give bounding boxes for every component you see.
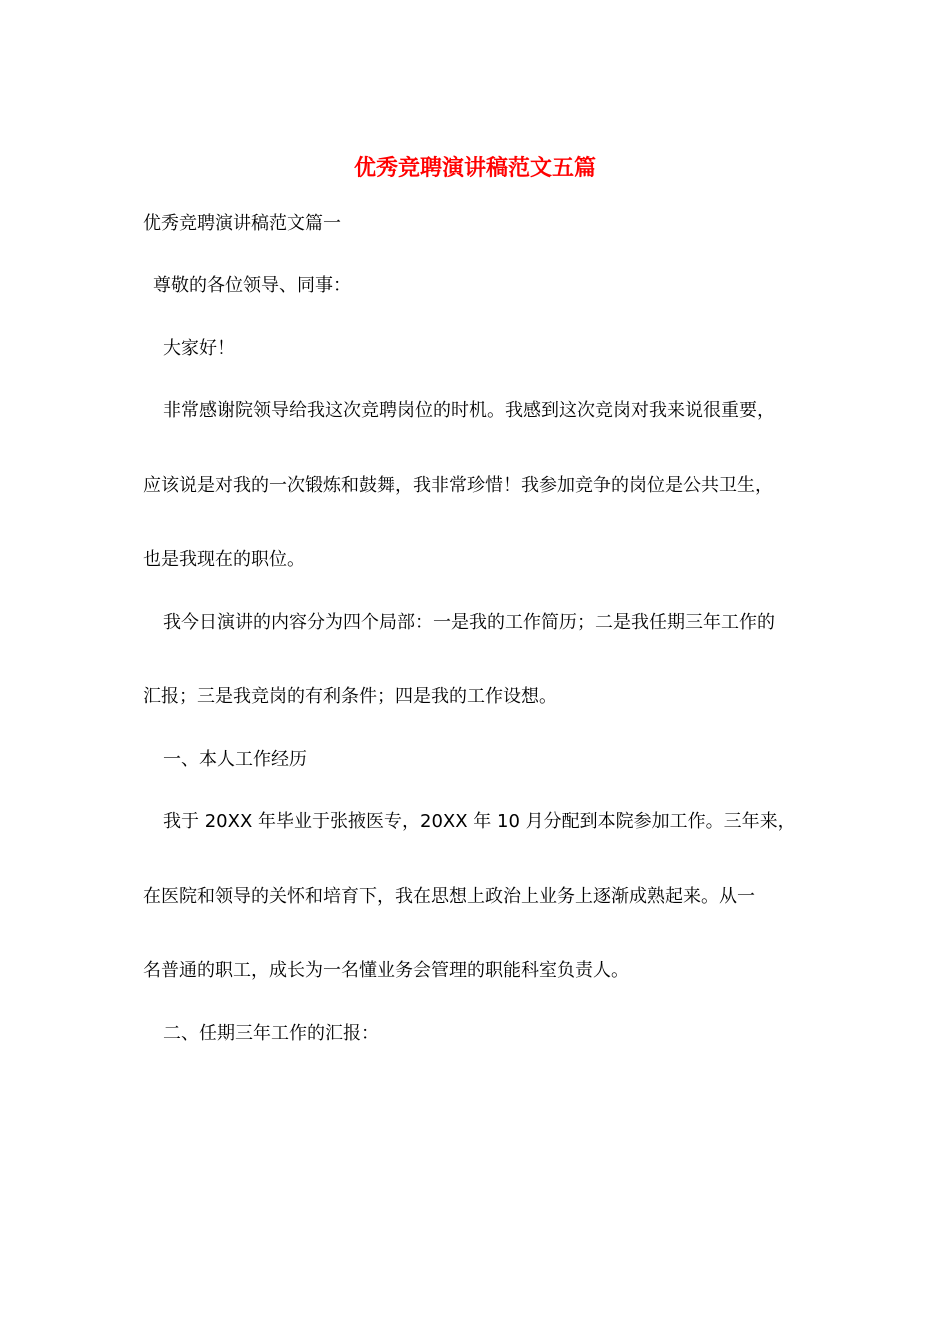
- paragraph-line: 应该说是对我的一次锻炼和鼓舞，我非常珍惜！我参加竞争的岗位是公共卫生，: [143, 475, 773, 496]
- paragraph-line: 非常感谢院领导给我这次竞聘岗位的时机。我感到这次竞岗对我来说很重要，: [163, 400, 775, 421]
- document-title: 优秀竞聘演讲稿范文五篇: [353, 155, 596, 181]
- section-heading: 优秀竞聘演讲稿范文篇一: [143, 213, 341, 234]
- paragraph-line: 我今日演讲的内容分为四个局部：一是我的工作简历；二是我任期三年工作的: [163, 612, 775, 633]
- paragraph-line: 在医院和领导的关怀和培育下，我在思想上政治上业务上逐渐成熟起来。从一: [143, 886, 755, 907]
- paragraph-line: 我于 20XX 年毕业于张掖医专，20XX 年 10 月分配到本院参加工作。三年来，: [163, 811, 796, 832]
- subsection-heading: 一、本人工作经历: [163, 749, 307, 770]
- paragraph-line: 汇报；三是我竞岗的有利条件；四是我的工作设想。: [143, 686, 557, 707]
- subsection-heading: 二、任期三年工作的汇报：: [163, 1023, 379, 1044]
- paragraph-line: 名普通的职工，成长为一名懂业务会管理的职能科室负责人。: [143, 960, 629, 981]
- paragraph-line: 也是我现在的职位。: [143, 549, 305, 570]
- greeting: 大家好！: [163, 338, 235, 359]
- salutation: 尊敬的各位领导、同事：: [153, 275, 351, 296]
